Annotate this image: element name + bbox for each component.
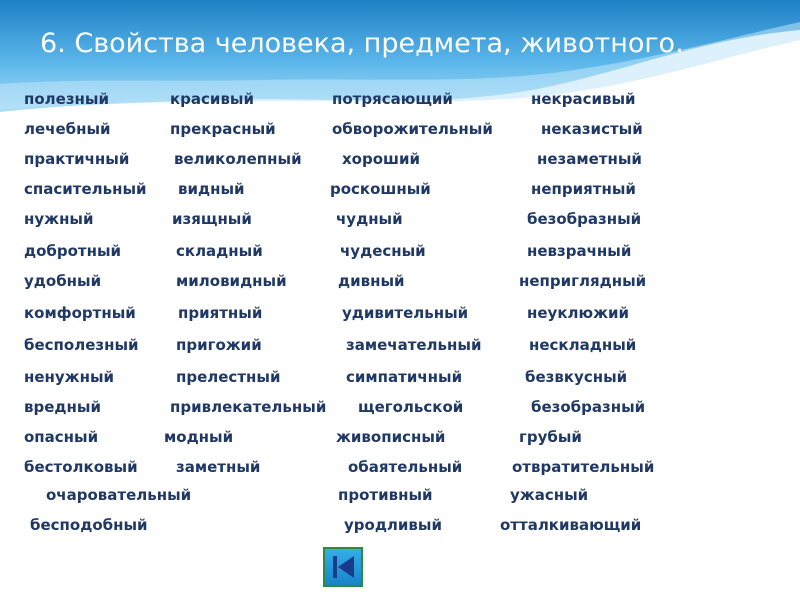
word-zhivopisnyi: живописный xyxy=(336,428,446,446)
word-zamechatelnyi: замечательный xyxy=(346,336,482,354)
word-uzhasnyi: ужасный xyxy=(510,486,589,504)
word-chudnyi: чудный xyxy=(336,210,403,228)
word-izyashchnyi: изящный xyxy=(172,210,252,228)
word-ottalkivayushchii: отталкивающий xyxy=(500,516,642,534)
word-potryasayushchii: потрясающий xyxy=(332,90,453,108)
word-nevzrachnyi: невзрачный xyxy=(527,242,632,260)
word-zametnyi: заметный xyxy=(176,458,261,476)
word-nekrasivyi: некрасивый xyxy=(531,90,636,108)
word-opasnyi: опасный xyxy=(24,428,99,446)
word-udobnyi: удобный xyxy=(24,272,102,290)
word-obayatelnyi: обаятельный xyxy=(348,458,463,476)
word-nezametnyi: незаметный xyxy=(537,150,642,168)
word-milovidnyi: миловидный xyxy=(176,272,287,290)
word-nuzhnyi: нужный xyxy=(24,210,94,228)
word-obvorozhitelnyi: обворожительный xyxy=(332,120,493,138)
word-protivnyi: противный xyxy=(338,486,433,504)
word-vrednyi: вредный xyxy=(24,398,101,416)
word-krasivyi: красивый xyxy=(170,90,255,108)
word-nenuzhnyi: ненужный xyxy=(24,368,115,386)
word-bespoleznyi: бесполезный xyxy=(24,336,139,354)
word-velikolepnyi: великолепный xyxy=(174,150,302,168)
word-simpatichnyi: симпатичный xyxy=(346,368,463,386)
word-prekrasnyi: прекрасный xyxy=(170,120,276,138)
word-grubyi: грубый xyxy=(519,428,582,446)
word-skladnyi: складный xyxy=(176,242,263,260)
word-khoroshii: хороший xyxy=(342,150,420,168)
word-neskladnyi: нескладный xyxy=(529,336,637,354)
word-shchegolskoi: щегольской xyxy=(358,398,464,416)
word-komfortnyi: комфортный xyxy=(24,304,136,322)
word-bezvkusnyi: безвкусный xyxy=(525,368,628,386)
word-nepriyatnyi: неприятный xyxy=(531,180,636,198)
word-otvratitelnyi: отвратительный xyxy=(512,458,655,476)
word-neuklyuzhii: неуклюжий xyxy=(527,304,630,322)
word-nekazistyi: неказистый xyxy=(541,120,643,138)
word-prigozhii: пригожий xyxy=(176,336,262,354)
slide-title: 6. Свойства человека, предмета, животного. xyxy=(40,28,684,59)
word-nepriglyadnyi: неприглядный xyxy=(519,272,647,290)
word-dobrotnyi: добротный xyxy=(24,242,122,260)
word-ocharovatelnyi: очаровательный xyxy=(46,486,192,504)
skip-to-first-icon xyxy=(325,549,361,585)
word-spasitelnyi: спасительный xyxy=(24,180,147,198)
go-to-first-slide-button[interactable] xyxy=(323,547,363,587)
word-bezobraznyi-2: безобразный xyxy=(531,398,646,416)
word-modnyi: модный xyxy=(164,428,234,446)
word-bespodobnyi: бесподобный xyxy=(30,516,148,534)
word-prelestnyi: прелестный xyxy=(176,368,281,386)
word-vidnyi: видный xyxy=(178,180,245,198)
word-bezobraznyi: безобразный xyxy=(527,210,642,228)
word-roskoshnyi: роскошный xyxy=(330,180,431,198)
word-praktichnyi: практичный xyxy=(24,150,130,168)
word-lechebnyi: лечебный xyxy=(24,120,111,138)
word-poleznyi: полезный xyxy=(24,90,109,108)
word-privlekatelnyi: привлекательный xyxy=(170,398,327,416)
word-bestolkovyi: бестолковый xyxy=(24,458,138,476)
word-priyatnyi: приятный xyxy=(178,304,263,322)
word-chudesnyi: чудесный xyxy=(340,242,426,260)
word-urodlivyi: уродливый xyxy=(344,516,442,534)
word-divnyi: дивный xyxy=(338,272,405,290)
word-udivitelnyi: удивительный xyxy=(342,304,469,322)
